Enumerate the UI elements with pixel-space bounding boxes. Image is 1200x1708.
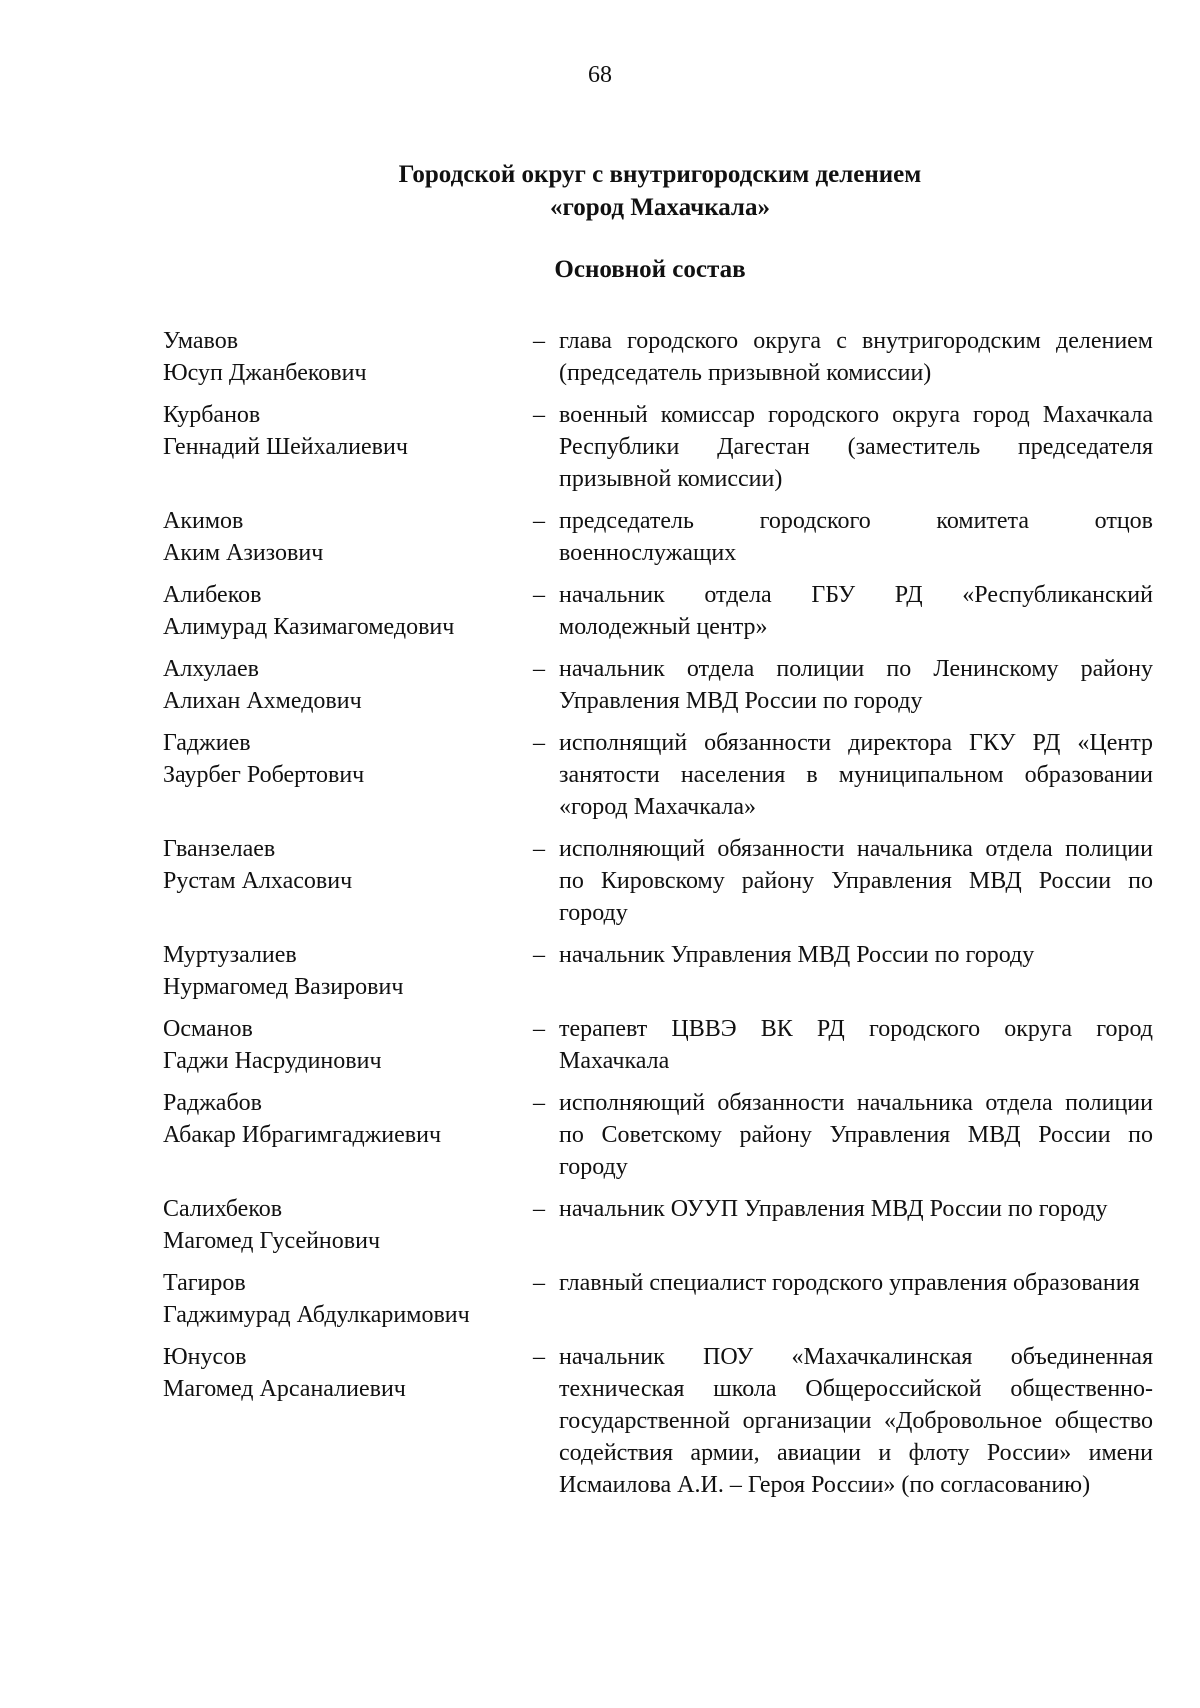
list-item [163, 833, 1153, 929]
member-name [163, 1267, 533, 1331]
list-item [163, 1193, 1153, 1257]
member-given-name: Гаджимурад Абдулкаримович [163, 1302, 470, 1328]
list-item [163, 1341, 1153, 1501]
member-given-name: Алимурад Казимагомедович [163, 614, 455, 640]
role-text: председатель городского комитета отцов военнослужащих [559, 508, 1153, 566]
member-surname: Османов [163, 1016, 253, 1042]
member-surname: Гаджиев [163, 730, 251, 756]
member-given-name: Аким Азизович [163, 540, 324, 566]
member-surname: Муртузалиев [163, 942, 297, 968]
member-surname: Юнусов [163, 1344, 247, 1370]
role-dash: – [533, 1344, 545, 1370]
role-dash: – [533, 1196, 545, 1222]
document-title [0, 158, 1200, 224]
member-name [163, 727, 533, 823]
member-surname: Алибеков [163, 582, 262, 608]
role-dash: – [533, 656, 545, 682]
member-role [533, 1341, 1153, 1501]
list-item [163, 939, 1153, 1003]
member-name [163, 579, 533, 643]
member-role [533, 1267, 1153, 1331]
member-given-name: Рустам Алхасович [163, 868, 353, 894]
member-role [533, 833, 1153, 929]
role-text: начальник отдела ГБУ РД «Республиканский молодежный центр» [559, 582, 1153, 640]
role-text: главный специалист городского управления образования [559, 1270, 1140, 1296]
list-item [163, 1087, 1153, 1183]
member-list [163, 325, 1153, 1511]
member-given-name: Гаджи Насрудинович [163, 1048, 382, 1074]
list-item [163, 653, 1153, 717]
role-text: исполняющий обязанности начальника отдела полиции по Советскому району Управления МВД России по городу [559, 1090, 1153, 1180]
role-dash: – [533, 1090, 545, 1116]
member-given-name: Геннадий Шейхалиевич [163, 434, 408, 460]
member-role [533, 1087, 1153, 1183]
role-text: исполняющий обязанности начальника отдела полиции по Кировскому району Управления МВД России по городу [559, 836, 1153, 926]
role-text: начальник ОУУП Управления МВД России по городу [559, 1196, 1108, 1222]
role-dash: – [533, 1270, 545, 1296]
member-given-name: Магомед Арсаналиевич [163, 1376, 406, 1402]
role-dash: – [533, 402, 545, 428]
member-name [163, 399, 533, 495]
member-name [163, 1013, 533, 1077]
member-given-name: Абакар Ибрагимгаджиевич [163, 1122, 442, 1148]
member-name [163, 1341, 533, 1501]
member-role [533, 653, 1153, 717]
list-item [163, 505, 1153, 569]
member-surname: Салихбеков [163, 1196, 283, 1222]
member-role [533, 1193, 1153, 1257]
member-role [533, 579, 1153, 643]
member-given-name: Алихан Ахмедович [163, 688, 362, 714]
list-item [163, 1267, 1153, 1331]
member-surname: Гванзелаев [163, 836, 276, 862]
member-role [533, 399, 1153, 495]
role-dash: – [533, 508, 545, 534]
member-name [163, 833, 533, 929]
role-dash: – [533, 582, 545, 608]
member-given-name: Нурмагомед Вазирович [163, 974, 404, 1000]
member-given-name: Заурбег Робертович [163, 762, 365, 788]
member-surname: Алхулаев [163, 656, 259, 682]
role-text: начальник отдела полиции по Ленинскому району Управления МВД России по городу [559, 656, 1153, 714]
list-item [163, 1013, 1153, 1077]
member-name [163, 325, 533, 389]
member-given-name: Магомед Гусейнович [163, 1228, 381, 1254]
role-text: начальник Управления МВД России по городу [559, 942, 1035, 968]
member-given-name: Юсуп Джанбекович [163, 360, 367, 386]
title-line-2: «город Махачкала» [550, 194, 770, 221]
member-role [533, 1013, 1153, 1077]
role-dash: – [533, 1016, 545, 1042]
role-dash: – [533, 328, 545, 354]
role-text: военный комиссар городского округа город Махачкала Республики Дагестан (заместитель председателя призывной комиссии) [559, 402, 1153, 492]
list-item [163, 399, 1153, 495]
list-item [163, 727, 1153, 823]
role-dash: – [533, 730, 545, 756]
title-line-1: Городской округ с внутригородским делением [398, 161, 922, 188]
member-surname: Тагиров [163, 1270, 246, 1296]
member-surname: Раджабов [163, 1090, 262, 1116]
role-text: терапевт ЦВВЭ ВК РД городского округа город Махачкала [559, 1016, 1153, 1074]
member-role [533, 325, 1153, 389]
member-role [533, 505, 1153, 569]
role-dash: – [533, 836, 545, 862]
role-text: начальник ПОУ «Махачкалинская объединенная техническая школа Общероссийской общественно-государственной организации «Добровольное общество содействия армии, авиации и флоту России» имени Исмаилова А.И. – Героя России» (по согласованию) [559, 1344, 1153, 1498]
role-text: исполнящий обязанности директора ГКУ РД «Центр занятости населения в муниципальном образовании «город Махачкала» [559, 730, 1153, 820]
member-surname: Умавов [163, 328, 239, 354]
role-dash: – [533, 942, 545, 968]
list-item [163, 579, 1153, 643]
member-name [163, 1087, 533, 1183]
member-surname: Курбанов [163, 402, 261, 428]
member-name [163, 653, 533, 717]
member-surname: Акимов [163, 508, 244, 534]
member-name [163, 939, 533, 1003]
role-text: глава городского округа с внутригородским делением (председатель призывной комиссии) [559, 328, 1153, 386]
page-number: 68 [588, 62, 612, 88]
member-role [533, 939, 1153, 1003]
member-name [163, 505, 533, 569]
section-subtitle: Основной состав [554, 256, 746, 283]
member-name [163, 1193, 533, 1257]
member-role [533, 727, 1153, 823]
list-item [163, 325, 1153, 389]
